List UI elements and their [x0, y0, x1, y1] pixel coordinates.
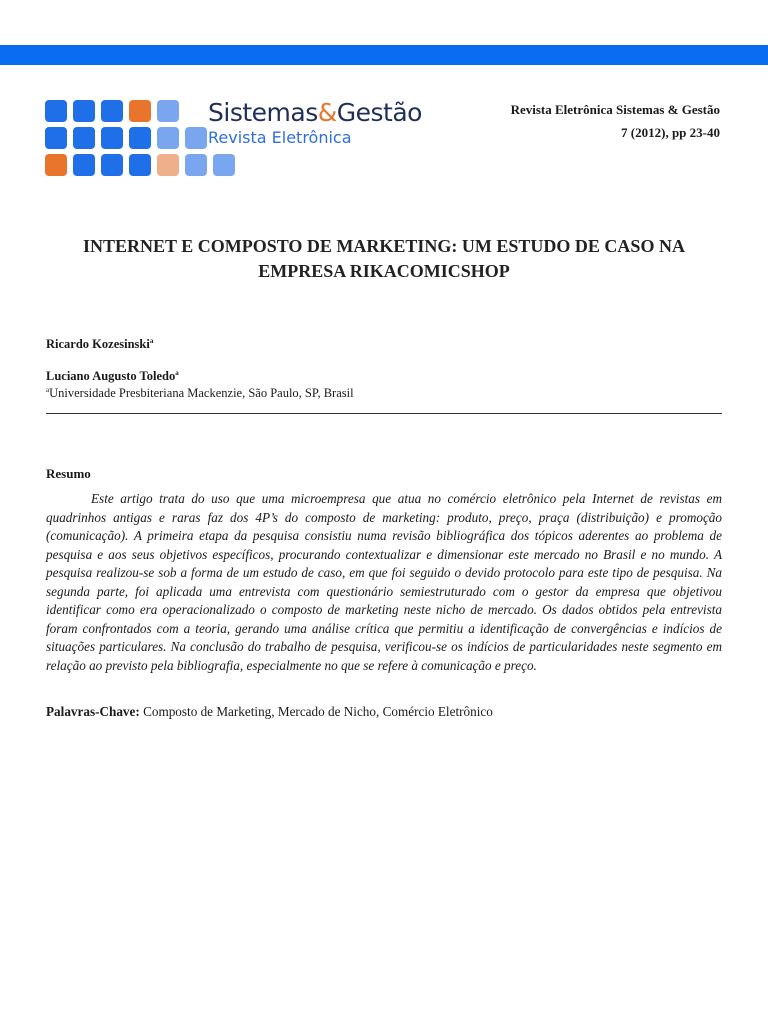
paper-title: INTERNET E COMPOSTO DE MARKETING: UM ESTUDO DE CASO NA EMPRESA RIKACOMICSHOP [83, 236, 685, 281]
header-color-bar [0, 45, 768, 65]
logo-subtitle: Revista Eletrônica [208, 128, 352, 147]
logo-tile [101, 154, 123, 176]
logo-tile [45, 100, 67, 122]
logo-tile [129, 127, 151, 149]
logo-tile [157, 100, 179, 122]
logo-tile [129, 154, 151, 176]
keywords: Palavras-Chave: Composto de Marketing, Mercado de Nicho, Comércio Eletrônico [46, 704, 493, 719]
logo-tile-grid [45, 100, 235, 176]
logo-tile [129, 100, 151, 122]
logo-tile [73, 100, 95, 122]
section-divider [46, 413, 722, 414]
logo-tile [45, 154, 67, 176]
journal-name: Revista Eletrônica Sistemas & Gestão [510, 102, 720, 117]
logo-tile [45, 127, 67, 149]
journal-logo [45, 98, 422, 178]
logo-tile [101, 100, 123, 122]
abstract-heading: Resumo [46, 466, 91, 481]
logo-tile [157, 154, 179, 176]
logo-tile [101, 127, 123, 149]
author-1: Ricardo Kozesinski$^a$ [46, 337, 154, 351]
logo-tile [73, 127, 95, 149]
logo-tile [213, 154, 235, 176]
author-affiliation: $^a$Universidade Presbiteriana Mackenzie, São Paulo, SP, Brasil [46, 386, 354, 400]
logo-tile [185, 154, 207, 176]
journal-issue: 7 (2012), pp 23-40 [621, 125, 720, 140]
journal-citation [511, 98, 720, 144]
logo-tile [73, 154, 95, 176]
author-2: Luciano Augusto Toledo$^a$ [46, 369, 179, 383]
logo-tile [185, 127, 207, 149]
abstract-text: Este artigo trata do uso que uma microempresa que atua no comércio eletrônico pela Internet de revistas em quadrinhos antigas e raras faz dos 4P’s do composto de marketing: produto, preço, praça (distribuição) e promoção (comunicação). A primeira etapa da pesquisa consistiu numa revisão bibliográfica dos tópicos aderentes ao problema de pesquisa e aos seus objetivos específicos, procurando contextualizar e dimensionar este mercado no Brasil e no mundo. A pesquisa realizou-se sob a forma de um estudo de caso, em que foi seguido o devido protocolo para este tipo de pesquisa. Na segunda parte, foi aplicada uma entrevista com questionário semiestruturado com o gestor da empresa que objetivou identificar como era operacionalizado o composto de marketing neste nicho de mercado. Os dados obtidos pela entrevista foram confrontados com a teoria, gerando uma análise crítica que permitiu a identificação de convergências e indícios de situações particulares. Na conclusão do trabalho de pesquisa, verificou-se os indícios de particularidades neste segmento em relação ao previsto pela bibliografia, especialmente no que se refere à comunicação e preço. [46, 491, 722, 673]
logo-title: Sistemas&Gestão [208, 98, 422, 127]
logo-tile [157, 127, 179, 149]
